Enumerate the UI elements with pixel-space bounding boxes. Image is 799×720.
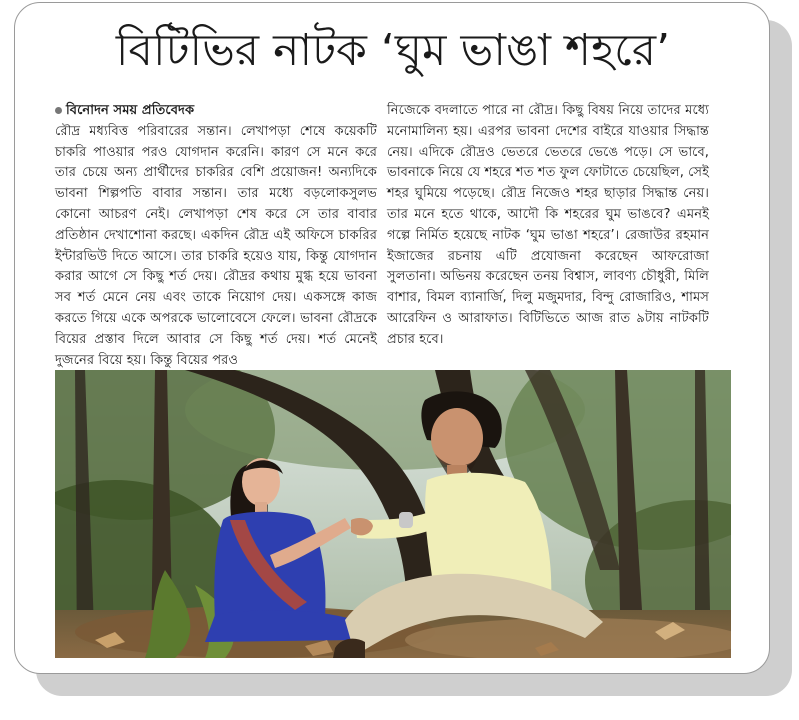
article-body-left: রৌদ্র মধ্যবিত্ত পরিবারের সন্তান। লেখাপড়া শেষে কয়েকটি চাকরি পাওয়ার পরও যোগদান করেনি। কারণ সে মনে করে তার চেয়ে অন্য প্রার্থীদের চাকরির বেশি প্রয়োজন! অন্যদিকে ভাবনা শিল্পপতি বাবার সন্তান। তার মধ্যে বড়লোকসুলভ কোনো আচরণ নেই। লেখাপড়া শেষ করে সে তার বাবার প্রতিষ্ঠান দেখাশোনা করছে। একদিন রৌদ্র এই অফিসে চাকরির ইন্টারভিউ দিতে আসে। তার চাকরি হয়েও যায়, কিন্তু যোগদান করার আগে সে কিছু শর্ত দেয়। রৌদ্রর কথায় মুগ্ধ হয়ে ভাবনা সব শর্ত মেনে নেয় এবং তাকে নিয়োগ দেয়। একসঙ্গে কাজ করতে গিয়ে একে অপরকে ভালোবেসে ফেলে। ভাবনা রৌদ্রকে বিয়ের প্রস্তাব দিলে আবার সে কিছু শর্ত দেয়। শর্ত মেনেই দুজনের বিয়ে হয়। কিন্তু বিয়ের পরও: [55, 123, 377, 368]
byline-text: বিনোদন সময় প্রতিবেদক: [66, 103, 195, 118]
article-column-left: [55, 101, 377, 371]
byline: [55, 101, 377, 122]
drama-still-photo: [55, 370, 731, 658]
headline: বিটিভির নাটক ‘ঘুম ভাঙা শহরে’: [115, 25, 671, 76]
bullet-icon: [55, 107, 62, 114]
newspaper-clipping: [14, 2, 770, 674]
article-column-right: [387, 101, 709, 351]
photo-illustration: [55, 370, 731, 658]
article-body-right: নিজেকে বদলাতে পারে না রৌদ্র। কিছু বিষয় নিয়ে তাদের মধ্যে মনোমালিন্য হয়। এরপর ভাবনা দেশের বাইরে যাওয়ার সিদ্ধান্ত নেয়। এদিকে রৌদ্রও ভেতরে ভেতরে ভেঙে পড়ে। সে ভাবে, ভাবনাকে নিয়ে যে শহরে শত শত ফুল ফোটাতে চেয়েছিল, সেই শহর ঘুমিয়ে পড়েছে। রৌদ্র নিজেও শহর ছাড়ার সিদ্ধান্ত নেয়। তার মনে হতে থাকে, আদৌ কি শহরের ঘুম ভাঙবে? এমনই গল্পে নির্মিত হয়েছে নাটক ‘ঘুম ভাঙা শহরে’। রেজাউর রহমান ইজাজের রচনায় এটি প্রযোজনা করেছেন আফরোজা সুলতানা। অভিনয় করেছেন তনয় বিশ্বাস, লাবণ্য চৌধুরী, মিলি বাশার, বিমল ব্যানার্জি, দিলু মজুমদার, বিন্দু রোজারিও, শামস আরেফিন ও আরাফাত। বিটিভিতে আজ রাত ৯টায় নাটকটি প্রচার হবে।: [387, 103, 709, 347]
